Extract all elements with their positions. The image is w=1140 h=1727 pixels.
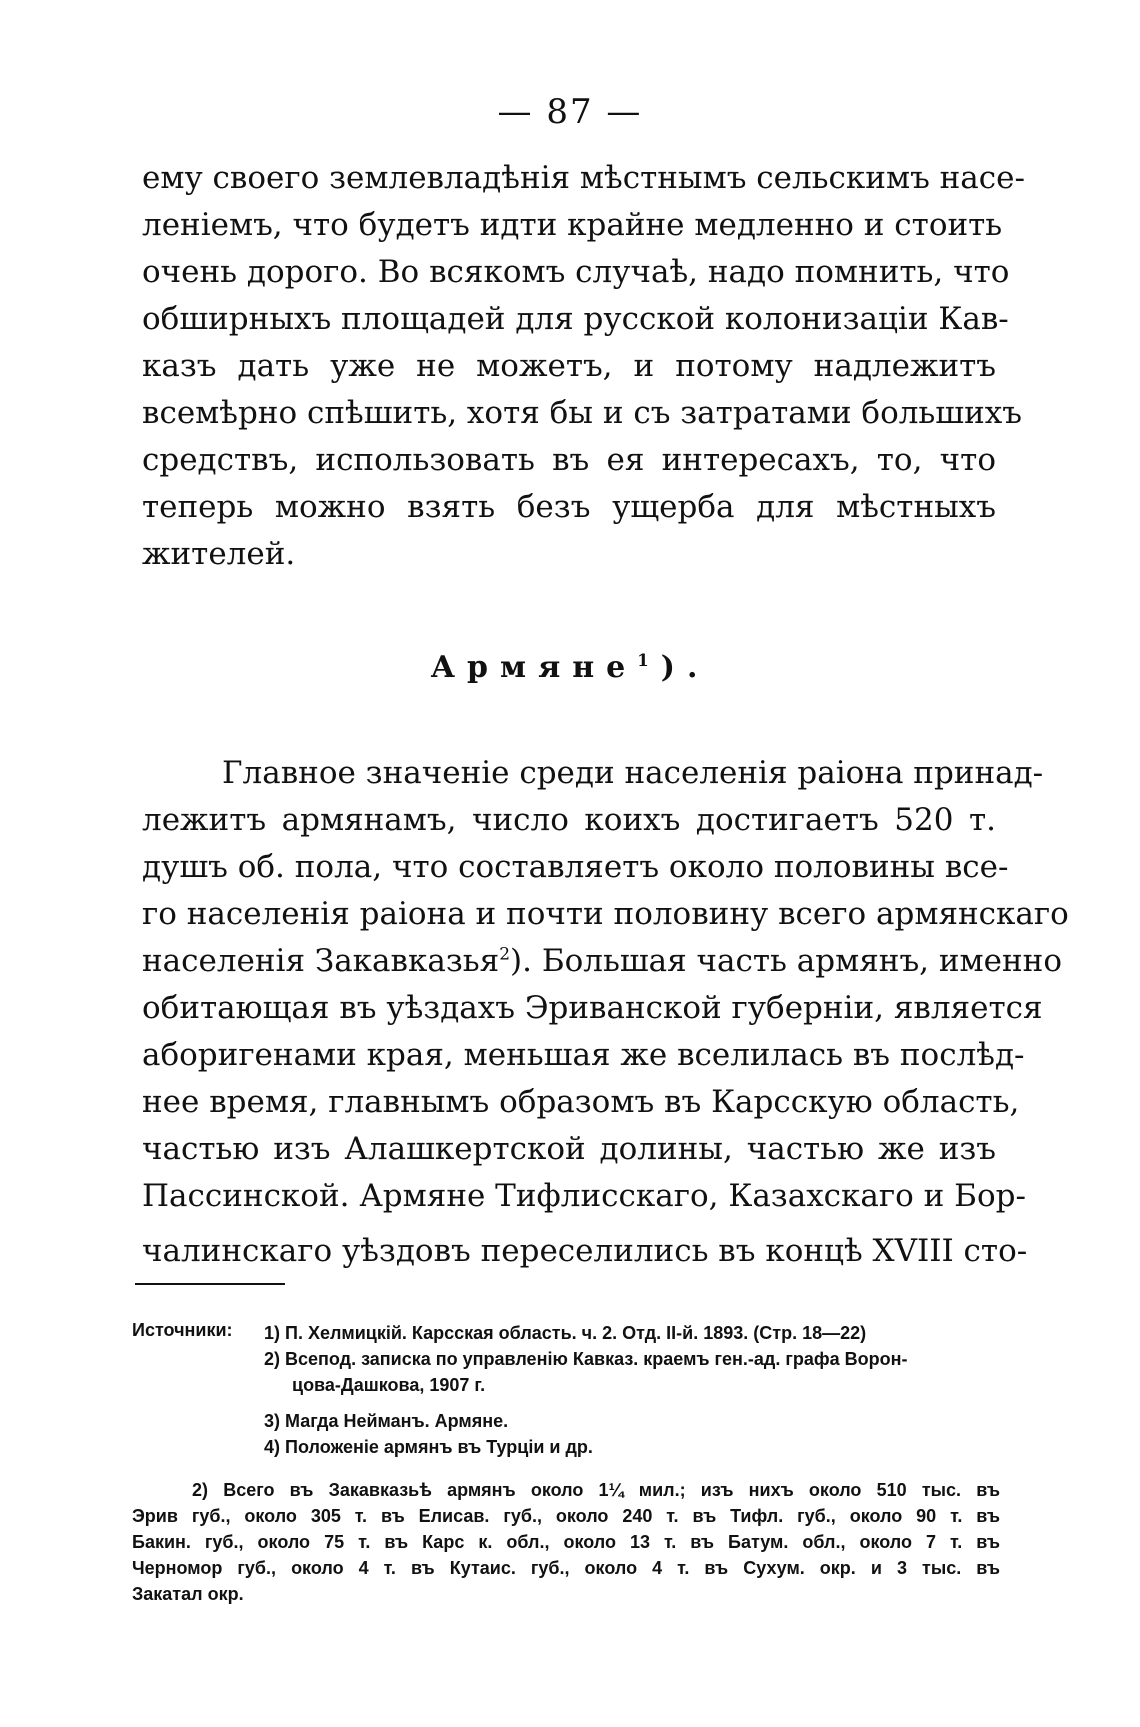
footnote-mark: 1: [637, 651, 661, 670]
text-segment: населенія Закавказья: [142, 943, 500, 979]
text-line: частью изъ Алашкертской долины, частью же изъ: [142, 1131, 996, 1167]
text-line: лежитъ армянамъ, число коихъ достигаетъ 520 т.: [142, 802, 996, 838]
text-line: всемѣрно спѣшить, хотя бы и съ затратами большихъ: [142, 395, 1022, 431]
text-line: очень дорого. Во всякомъ случаѣ, надо помнить, что: [142, 254, 1010, 290]
footnote-mark: 2: [499, 944, 511, 965]
footnote-line: Эрив губ., около 305 т. въ Елисав. губ., около 240 т. въ Тифл. губ., около 90 т. въ: [132, 1506, 1000, 1526]
source-item: 1) П. Хелмицкій. Карсская область. ч. 2. Отд. II-й. 1893. (Стр. 18—22): [264, 1323, 867, 1343]
text-line: леніемъ, что будетъ идти крайне медленно и стоить: [142, 207, 1003, 243]
sources-list: [264, 1320, 1000, 1460]
text-line: средствъ, использовать въ ея интересахъ, то, что: [142, 442, 996, 478]
text-line: обширныхъ площадей для русской колонизаціи Кав-: [142, 301, 1009, 337]
page-number: — 87 —: [497, 92, 643, 132]
sources-label: Источники:: [132, 1320, 233, 1340]
footnote-line: 2) Всего въ Закавказьѣ армянъ около 1¼ мил.; изъ нихъ около 510 тыс. въ: [192, 1480, 1000, 1500]
text-line: Пассинской. Армяне Тифлисскаго, Казахскаго и Бор-: [142, 1178, 1026, 1214]
text-line: нее время, главнымъ образомъ въ Карсскую область,: [142, 1084, 1020, 1120]
text-line: теперь можно взять безъ ущерба для мѣстныхъ: [142, 489, 996, 525]
source-item: 3) Магда Нейманъ. Армяне.: [264, 1411, 509, 1431]
text-line: ему своего землевладѣнія мѣстнымъ сельскимъ насе-: [142, 160, 1025, 196]
section-heading-text: Армяне: [430, 650, 638, 685]
paragraph-2: [142, 750, 1069, 1275]
section-heading: [0, 650, 1140, 685]
footnote-2: [132, 1477, 1000, 1607]
text-segment: ). Большая часть армянъ, именно: [510, 943, 1062, 979]
footnote-line: Закатал окр.: [132, 1584, 244, 1604]
text-line: казъ дать уже не можетъ, и потому надлежитъ: [142, 348, 996, 384]
paragraph-1: [142, 155, 1025, 578]
source-item: 2) Всепод. записка по управленію Кавказ. краемъ ген.-ад. графа Ворон-: [264, 1349, 908, 1369]
text-line: чалинскаго уѣздовъ переселились въ концѣ XVIII сто-: [142, 1233, 1028, 1269]
text-line: аборигенами края, меньшая же вселилась въ послѣд-: [142, 1037, 1025, 1073]
text-line: обитающая въ уѣздахъ Эриванской губерніи, является: [142, 990, 1043, 1026]
text-line: жителей.: [142, 536, 296, 572]
source-item: 4) Положеніе армянъ въ Турціи и др.: [264, 1437, 593, 1457]
section-heading-suffix: ).: [660, 650, 710, 685]
footnote-line: Бакин. губ., около 75 т. въ Карс к. обл., около 13 т. въ Батум. обл., около 7 т. въ: [132, 1532, 1000, 1552]
footnote-line: Черномор губ., около 4 т. въ Кутаис. губ., около 4 т. въ Сухум. окр. и 3 тыс. въ: [132, 1558, 1000, 1578]
text-line: душъ об. пола, что составляетъ около половины все-: [142, 849, 1009, 885]
footnote-divider: [135, 1283, 285, 1285]
text-line: го населенія раіона и почти половину всего армянскаго: [142, 896, 1069, 932]
text-line: Главное значеніе среди населенія раіона принад-: [222, 755, 1044, 791]
source-item: цова-Дашкова, 1907 г.: [292, 1375, 486, 1395]
text-line: [142, 938, 1062, 985]
